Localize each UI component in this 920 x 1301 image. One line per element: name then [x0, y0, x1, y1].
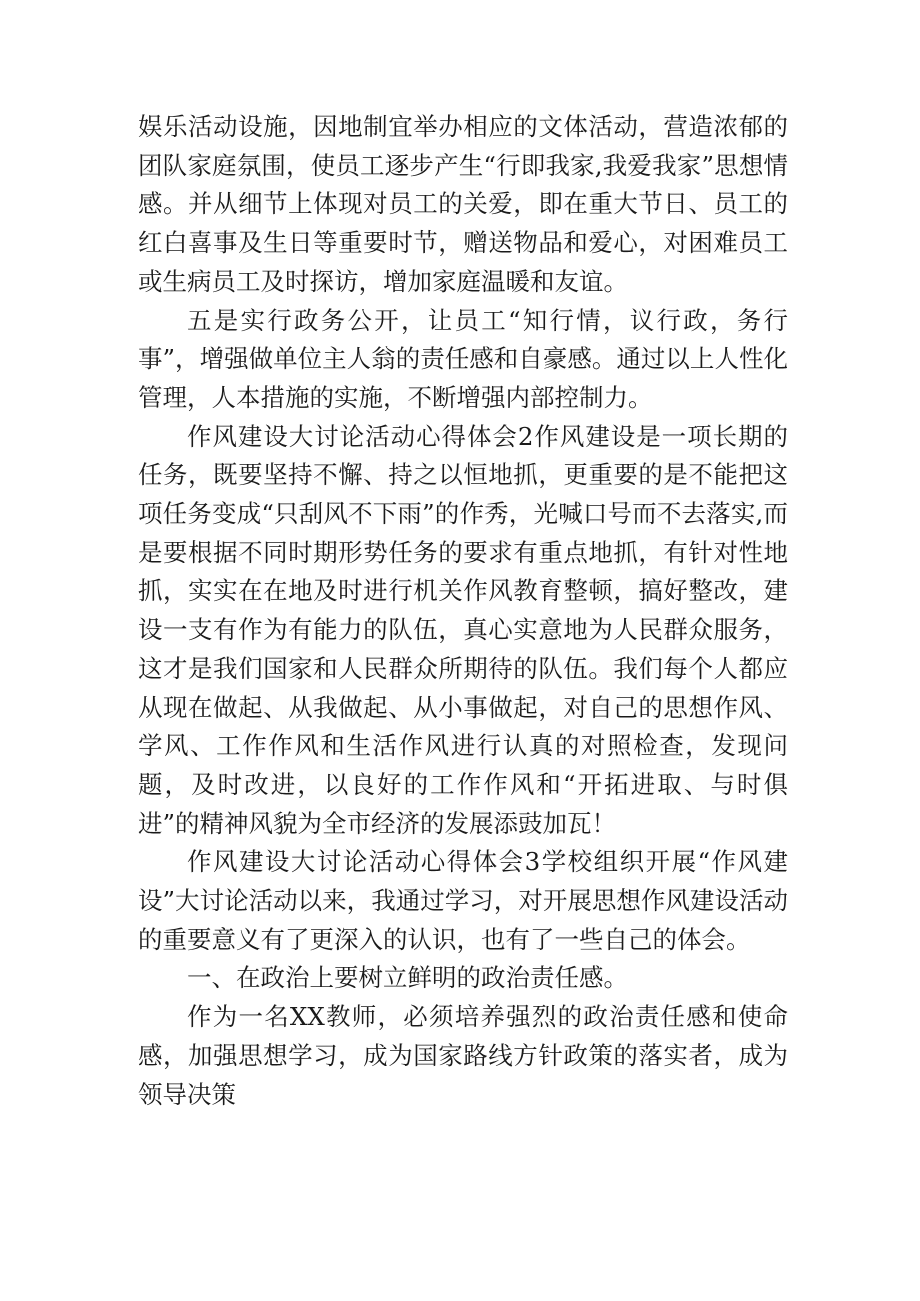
paragraph-teacher-responsibility: 作为一名XX教师，必须培养强烈的政治责任感和使命感，加强思想学习，成为国家路线方针政策的落实者，成为领导决策	[138, 1002, 788, 1109]
paragraph-continued: 娱乐活动设施，因地制宜举办相应的文体活动，营造浓郁的团队家庭氛围，使员工逐步产生“行即我家,我爱我家”思想情感。并从细节上体现对员工的关爱，即在重大节日、员工的红白喜事及生日等重要时节，赠送物品和爱心，对困难员工或生病员工及时探访，增加家庭温暖和友谊。	[138, 112, 788, 296]
paragraph-item-five-transparency: 五是实行政务公开，让员工“知行情，议行政，务行事”，增强做单位主人翁的责任感和自豪感。通过以上人性化管理，人本措施的实施，不断增强内部控制力。	[138, 305, 788, 412]
paragraph-essay-3-intro: 作风建设大讨论活动心得体会3学校组织开展“作风建设”大讨论活动以来，我通过学习，对开展思想作风建设活动的重要意义有了更深入的认识，也有了一些自己的体会。	[138, 847, 788, 954]
document-body	[138, 108, 788, 1114]
paragraph-essay-2: 作风建设大讨论活动心得体会2作风建设是一项长期的任务，既要坚持不懈、持之以恒地抓，更重要的是不能把这项任务变成“只刮风不下雨”的作秀，光喊口号而不去落实,而是要根据不同时期形势任务的要求有重点地抓，有针对性地抓，实实在在地及时进行机关作风教育整顿，搞好整改，建设一支有作为有能力的队伍，真心实意地为人民群众服务，这才是我们国家和人民群众所期待的队伍。我们每个人都应从现在做起、从我做起、从小事做起，对自己的思想作风、学风、工作作风和生活作风进行认真的对照检查，发现问题，及时改进，以良好的工作作风和“开拓进取、与时俱进”的精神风貌为全市经济的发展添豉加瓦！	[138, 421, 788, 838]
section-heading-political-responsibility: 一、在政治上要树立鲜明的政治责任感。	[187, 963, 628, 993]
